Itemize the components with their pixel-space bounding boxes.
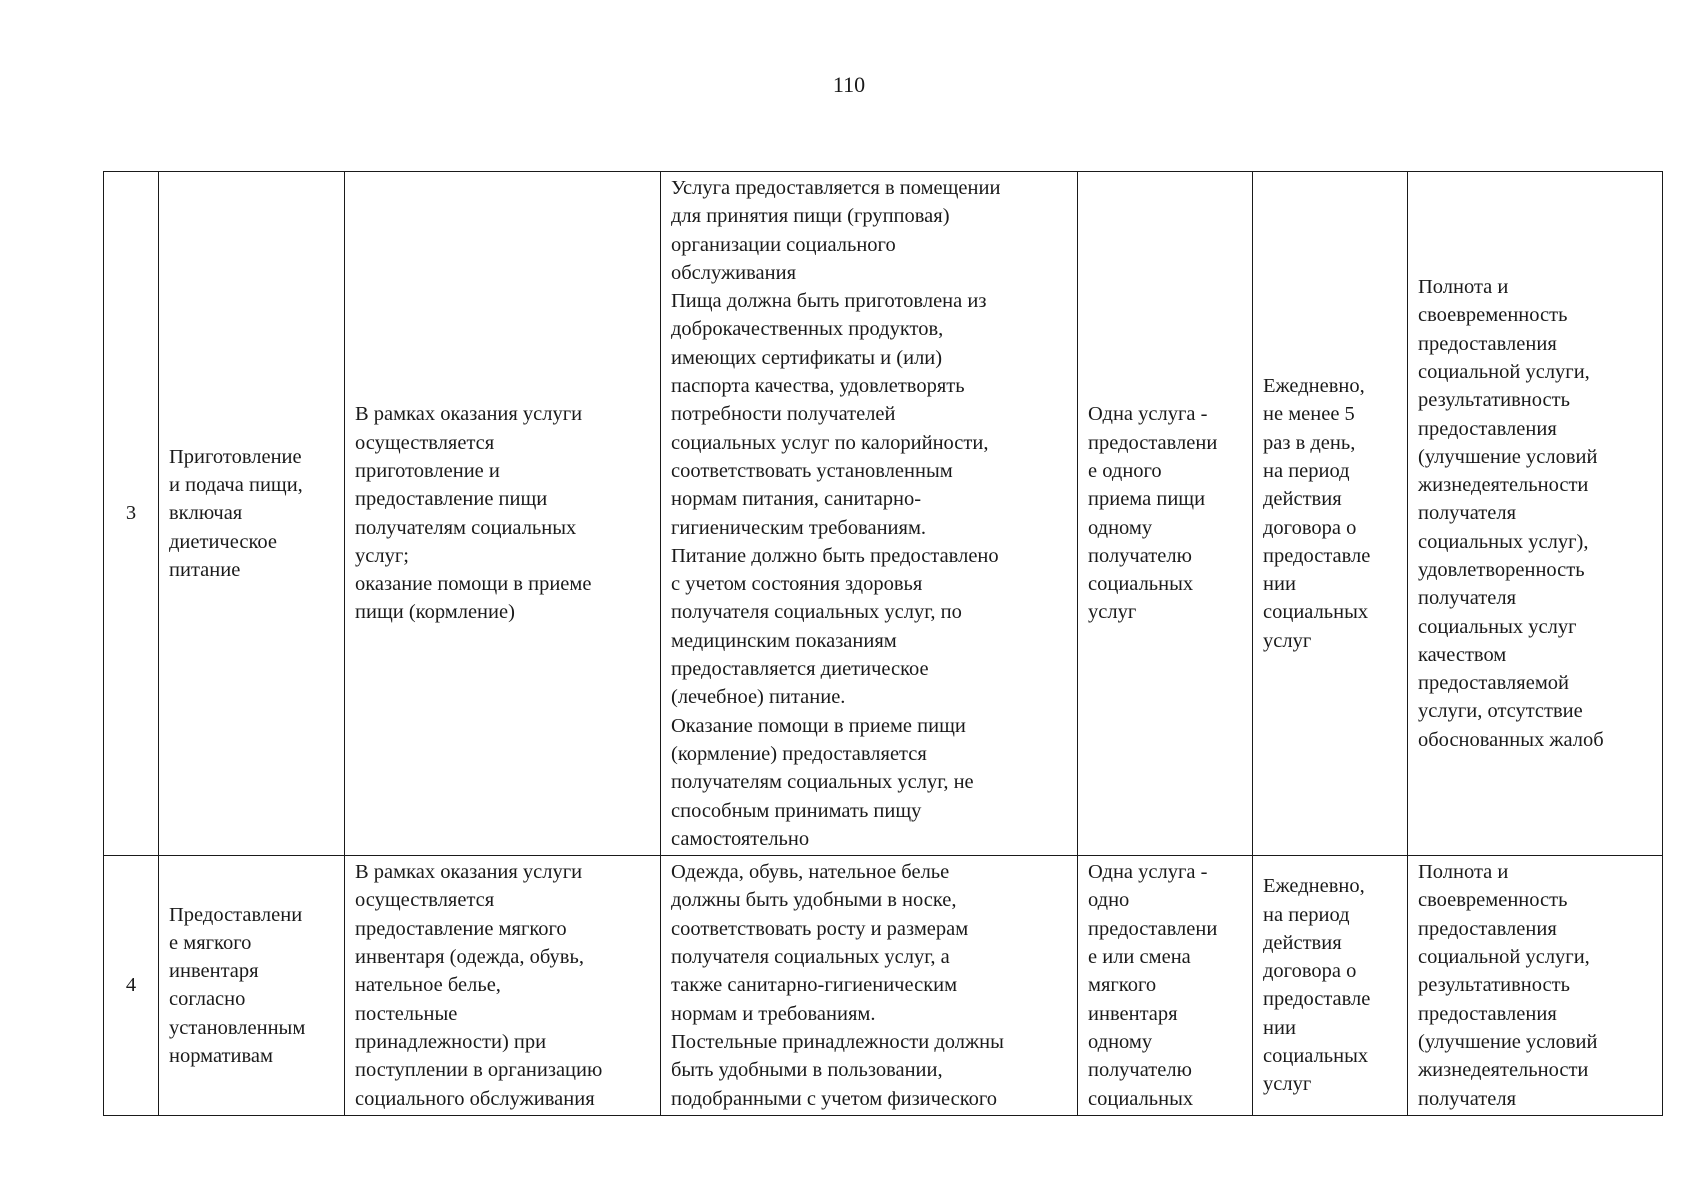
page-number: 110 xyxy=(832,72,866,97)
service-description-cell: В рамках оказания услуги осуществляется предоставление мягкого инвентаря (одежда, обувь, нательное белье, постельные принадлежности) при поступлении в организацию социального обслуживания xyxy=(345,856,661,1116)
row-number-cell: 4 xyxy=(104,856,159,1116)
service-unit-cell: Одна услуга - предоставлени е одного приема пищи одному получателю социальных услуг xyxy=(1078,172,1253,856)
service-description-cell: В рамках оказания услуги осуществляется приготовление и предоставление пищи получателям социальных услуг; оказание помощи в приеме пищи (кормление) xyxy=(345,172,661,856)
table-row xyxy=(104,856,1663,1116)
service-conditions-cell: Одежда, обувь, нательное белье должны быть удобными в носке, соответствовать росту и размерам получателя социальных услуг, а также санитарно-гигиеническим нормам и требованиям. Постельные принадлежности должны быть удобными в пользовании, подобранными с учетом физического xyxy=(661,856,1078,1116)
table-row xyxy=(104,172,1663,856)
service-conditions-cell: Услуга предоставляется в помещении для принятия пищи (групповая) организации социального обслуживания Пища должна быть приготовлена из доброкачественных продуктов, имеющих сертификаты и (или) паспорта качества, удовлетворять потребности получателей социальных услуг по калорийности, соответствовать установленным нормам питания, санитарно- гигиеническим требованиям. Питание должно быть предоставлено с учетом состояния здоровья получателя социальных услуг, по медицинским показаниям предоставляется диетическое (лечебное) питание. Оказание помощи в приеме пищи (кормление) предоставляется получателям социальных услуг, не способным принимать пищу самостоятельно xyxy=(661,172,1078,856)
service-name-cell: Предоставлени е мягкого инвентаря согласно установленным нормативам xyxy=(159,856,345,1116)
row-number-cell: 3 xyxy=(104,172,159,856)
service-name-cell: Приготовление и подача пищи, включая диетическое питание xyxy=(159,172,345,856)
service-frequency-cell: Ежедневно, на период действия договора о предоставле нии социальных услуг xyxy=(1253,856,1408,1116)
service-unit-cell: Одна услуга - одно предоставлени е или смена мягкого инвентаря одному получателю социальных xyxy=(1078,856,1253,1116)
service-quality-cell: Полнота и своевременность предоставления социальной услуги, результативность предоставления (улучшение условий жизнедеятельности получателя социальных услуг), удовлетворенность получателя социальных услуг качеством предоставляемой услуги, отсутствие обоснованных жалоб xyxy=(1408,172,1663,856)
service-quality-cell: Полнота и своевременность предоставления социальной услуги, результативность предоставления (улучшение условий жизнедеятельности получателя xyxy=(1408,856,1663,1116)
service-frequency-cell: Ежедневно, не менее 5 раз в день, на период действия договора о предоставле нии социальных услуг xyxy=(1253,172,1408,856)
services-table xyxy=(103,171,1663,1116)
